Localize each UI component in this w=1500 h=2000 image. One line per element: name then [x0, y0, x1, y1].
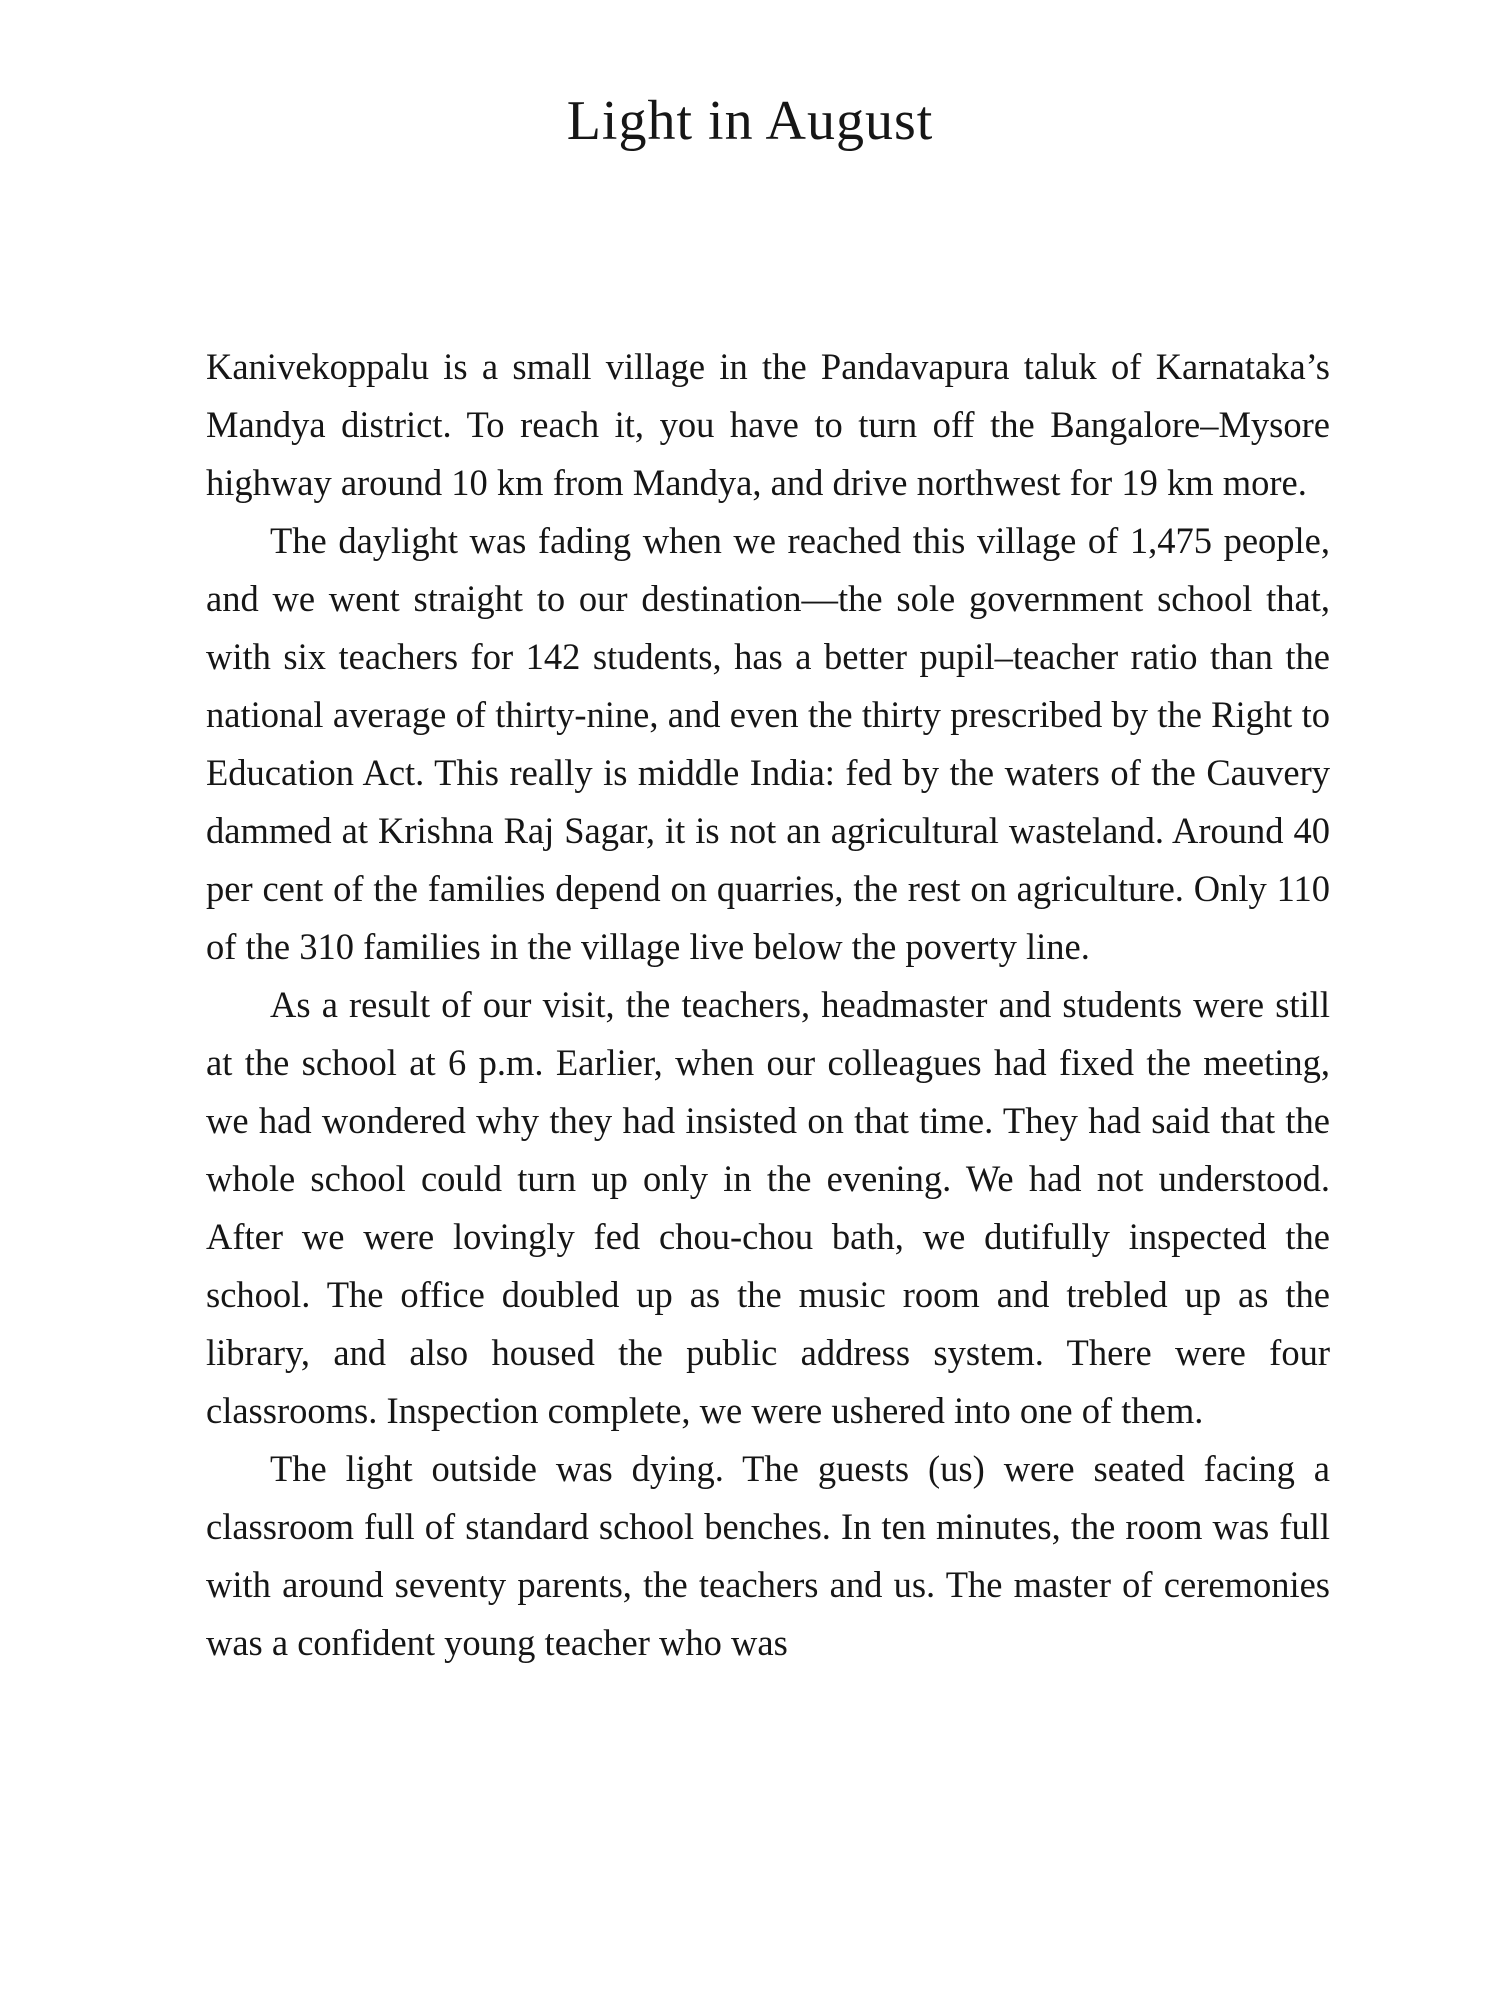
chapter-title: Light in August [566, 90, 934, 152]
paragraph-2: The daylight was fading when we reached this village of 1,475 people, and we went straight to our destination—the sole government school that, with six teachers for 142 students, has a better pupil–teacher ratio than the national average of thirty-nine, and even the thirty prescribed by the Right to Education Act. This really is middle India: fed by the waters of the Cauvery dammed at Krishna Raj Sagar, it is not an agricultural wasteland. Around 40 per cent of the families depend on quarries, the rest on agriculture. Only 110 of the 310 families in the village live below the poverty line. [206, 520, 1330, 967]
chapter-body [206, 338, 1330, 1672]
paragraph-1: Kanivekoppalu is a small village in the Pandavapura taluk of Karnataka’s Mandya district. To reach it, you have to turn off the Bangalore–Mysore highway around 10 km from Mandya, and drive northwest for 19 km more. [206, 346, 1330, 503]
paragraph-3: As a result of our visit, the teachers, headmaster and students were still at the school at 6 p.m. Earlier, when our colleagues had fixed the meeting, we had wondered why they had insisted on that time. They had said that the whole school could turn up only in the evening. We had not understood. After we were lovingly fed chou-chou bath, we dutifully inspected the school. The office doubled up as the music room and trebled up as the library, and also housed the public address system. There were four classrooms. Inspection complete, we were ushered into one of them. [206, 984, 1330, 1431]
paragraph-4: The light outside was dying. The guests (us) were seated facing a classroom full of standard school benches. In ten minutes, the room was full with around seventy parents, the teachers and us. The master of ceremonies was a confident young teacher who was [206, 1448, 1330, 1663]
